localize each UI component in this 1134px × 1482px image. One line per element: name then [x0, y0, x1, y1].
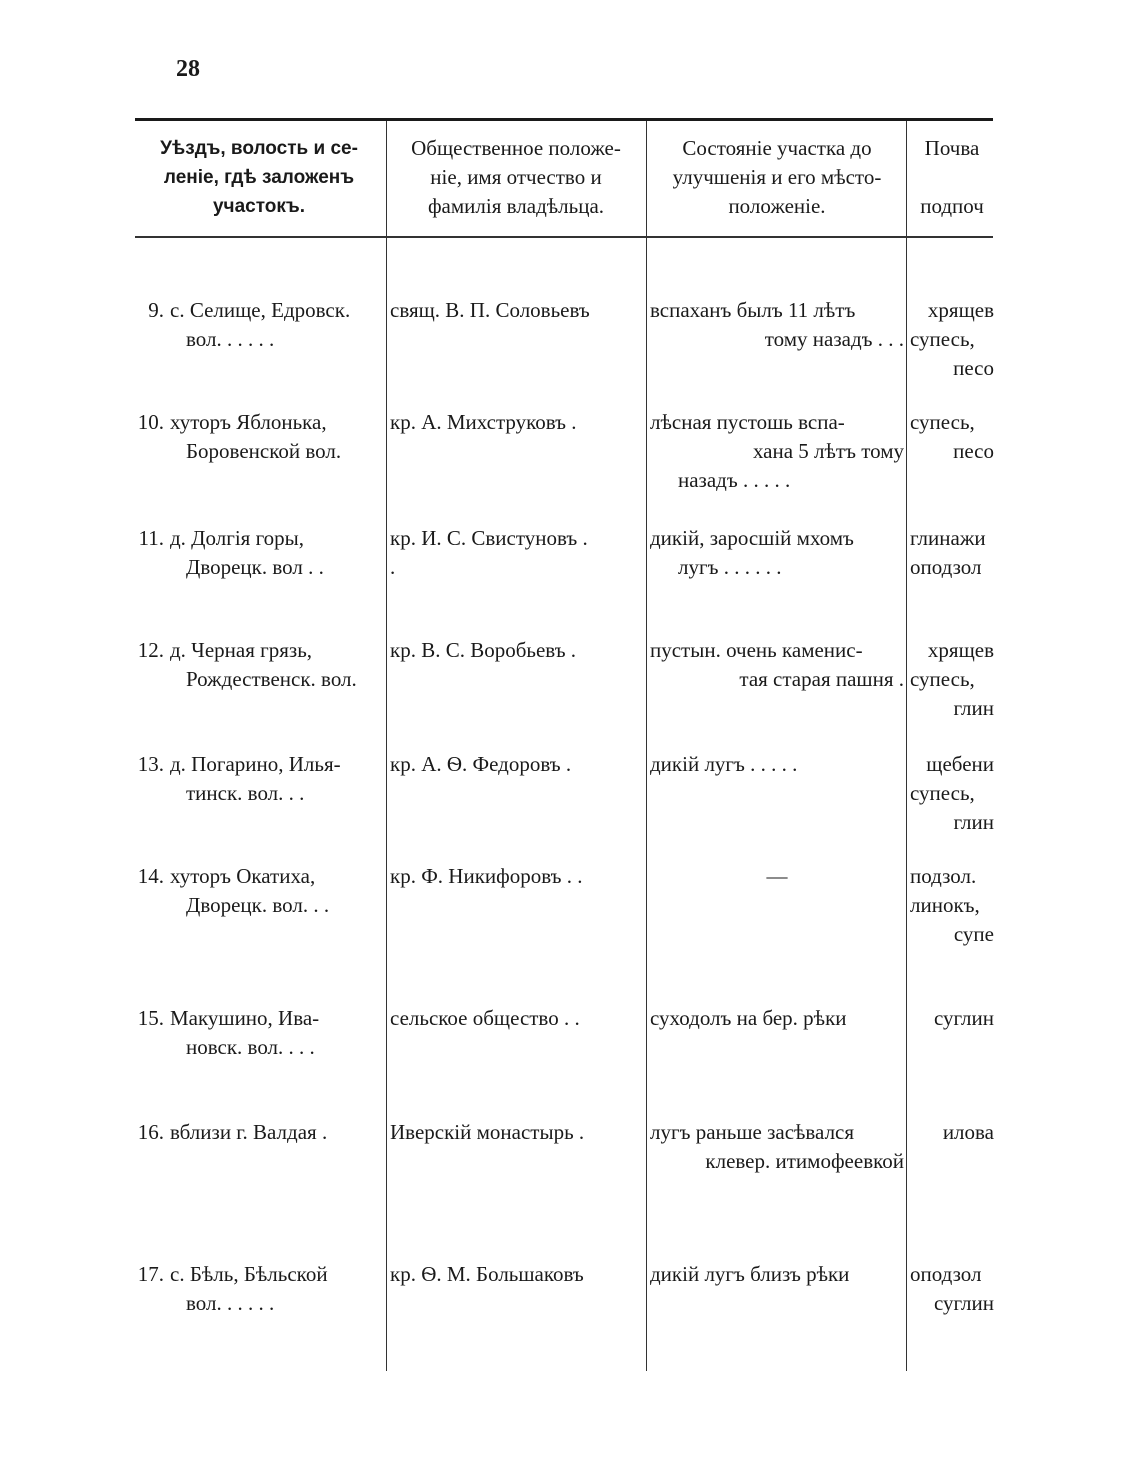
header-line: Почва [924, 136, 980, 160]
row-owner: кр. Ф. Никифоровъ . . [390, 864, 583, 888]
header-owner [390, 134, 642, 221]
state-line: лѣсная пустошь вспа- [650, 410, 845, 434]
place-line: вол. . . . . . [186, 327, 275, 351]
row-number: 17. [137, 1262, 164, 1286]
row-soil [910, 296, 994, 383]
row-state [650, 636, 904, 694]
place-line: хуторъ Окатиха, [170, 864, 316, 888]
row-owner: кр. А. Михструковъ . [390, 410, 577, 434]
row-place [170, 524, 382, 582]
soil-line: суглин [933, 1291, 994, 1315]
row-place [170, 862, 382, 920]
row-state [650, 750, 904, 779]
place-line: тинск. вол. . . [186, 781, 305, 805]
soil-line: глин [953, 696, 994, 720]
owner-line: кр. И. С. Свистуновъ . [390, 526, 588, 550]
column-divider [646, 121, 647, 1371]
row-state [650, 1118, 904, 1176]
soil-line: глин [953, 810, 994, 834]
soil-line: оподзол [910, 555, 982, 579]
row-owner: кр. В. С. Воробьевъ . [390, 638, 577, 662]
row-place [170, 1004, 382, 1062]
soil-line: хрящев [927, 638, 994, 662]
state-line: назадъ . . . . . [678, 468, 791, 492]
header-line: Общественное положе- [411, 136, 621, 160]
soil-line: оподзол [910, 1262, 982, 1286]
row-soil [910, 408, 994, 466]
row-state [650, 296, 904, 354]
row-state [650, 524, 904, 582]
soil-line: подзол. [910, 864, 977, 888]
place-line: вол. . . . . . [186, 1291, 275, 1315]
owner-line: . [390, 555, 396, 579]
header-rule [135, 236, 993, 238]
place-line: д. Долгія горы, [170, 526, 305, 550]
place-line: Дворецк. вол. . . [186, 893, 330, 917]
soil-line: щебени [926, 752, 994, 776]
row-number: 9. [148, 298, 164, 322]
state-line: суходолъ на бер. рѣки [650, 1006, 847, 1030]
row-number: 12. [137, 638, 164, 662]
row-number: 14. [137, 864, 164, 888]
row-state [650, 1260, 904, 1289]
place-line: хуторъ Яблонька, [170, 410, 327, 434]
row-place [170, 750, 382, 808]
place-line: Рождественск. вол. [186, 667, 357, 691]
column-divider [906, 121, 907, 1371]
row-number: 16. [137, 1120, 164, 1144]
header-line: участокъ. [212, 196, 306, 217]
header-line: ніе, имя отчество и [430, 165, 602, 189]
header-district [135, 134, 383, 221]
row-place [170, 1260, 382, 1318]
row-place [170, 1118, 382, 1147]
state-line: дикій лугъ . . . . . [650, 752, 798, 776]
state-line: дикій, заросшій мхомъ [650, 526, 854, 550]
header-line: положеніе. [728, 194, 826, 218]
row-soil [910, 636, 994, 723]
row-soil [910, 1260, 994, 1318]
soil-line: хрящев [927, 298, 994, 322]
state-line: дикій лугъ близъ рѣки [650, 1262, 850, 1286]
place-line: д. Погарино, Илья- [170, 752, 341, 776]
soil-line: супе [953, 922, 994, 946]
header-line: фамилія владѣльца. [427, 194, 605, 218]
row-number: 11. [138, 526, 164, 550]
state-line: клевер. итимофеевкой [705, 1149, 904, 1173]
row-owner: кр. Ѳ. М. Большаковъ [390, 1262, 584, 1286]
place-line: Боровенской вол. [186, 439, 342, 463]
header-line: Уѣздъ, волость и се- [160, 138, 358, 159]
row-state [650, 408, 904, 495]
row-state [650, 1004, 904, 1033]
row-place [170, 408, 382, 466]
place-line: с. Селище, Едровск. [170, 298, 351, 322]
place-line: Дворецк. вол . . [186, 555, 324, 579]
soil-line: суглин [933, 1006, 994, 1030]
header-state [650, 134, 904, 221]
header-line [910, 163, 994, 192]
state-line: лугъ раньше засѣвался [650, 1120, 855, 1144]
row-number: 10. [137, 410, 164, 434]
soil-line: песо [953, 439, 994, 463]
state-line: — [766, 864, 788, 888]
row-soil [910, 750, 994, 837]
soil-line: линокъ, [910, 893, 980, 917]
place-line: вблизи г. Валдая . [170, 1120, 328, 1144]
soil-line: глинажи [910, 526, 986, 550]
state-line: пустын. очень каменис- [650, 638, 863, 662]
soil-line: супесь, [910, 410, 975, 434]
place-line: Макушино, Ива- [170, 1006, 320, 1030]
row-state [650, 862, 904, 891]
column-divider [386, 121, 387, 1371]
soil-line: супесь, [910, 781, 975, 805]
row-soil [910, 862, 994, 949]
row-place [170, 636, 382, 694]
row-soil [910, 524, 994, 582]
row-owner: сельское общество . . [390, 1006, 580, 1030]
row-owner: кр. А. Ѳ. Федоровъ . [390, 752, 572, 776]
row-number: 15. [137, 1006, 164, 1030]
page-number: 28 [176, 56, 200, 82]
state-line: тая старая пашня . [739, 667, 904, 691]
row-soil [910, 1118, 994, 1147]
state-line: хана 5 лѣтъ тому [752, 439, 904, 463]
soil-line: супесь, [910, 327, 975, 351]
place-line: новск. вол. . . . [186, 1035, 315, 1059]
header-line: улучшенія и его мѣсто- [672, 165, 882, 189]
row-owner [390, 524, 644, 582]
state-line: вспаханъ былъ 11 лѣтъ [650, 298, 856, 322]
top-rule [135, 118, 993, 121]
place-line: с. Бѣль, Бѣльской [170, 1262, 328, 1286]
state-line: тому назадъ . . . [764, 327, 904, 351]
soil-line: песо [953, 356, 994, 380]
state-line: лугъ . . . . . . [678, 555, 782, 579]
place-line: д. Черная грязь, [170, 638, 313, 662]
row-owner: Иверскій монастырь . [390, 1120, 585, 1144]
soil-line: супесь, [910, 667, 975, 691]
row-soil [910, 1004, 994, 1033]
header-line: подпоч [920, 194, 984, 218]
row-place [170, 296, 382, 354]
header-soil [910, 134, 994, 221]
row-owner: свящ. В. П. Соловьевъ [390, 298, 590, 322]
header-line: Состояніе участка до [682, 136, 872, 160]
row-number: 13. [137, 752, 164, 776]
header-line: леніе, гдѣ заложенъ [163, 167, 355, 188]
soil-line: илова [942, 1120, 994, 1144]
